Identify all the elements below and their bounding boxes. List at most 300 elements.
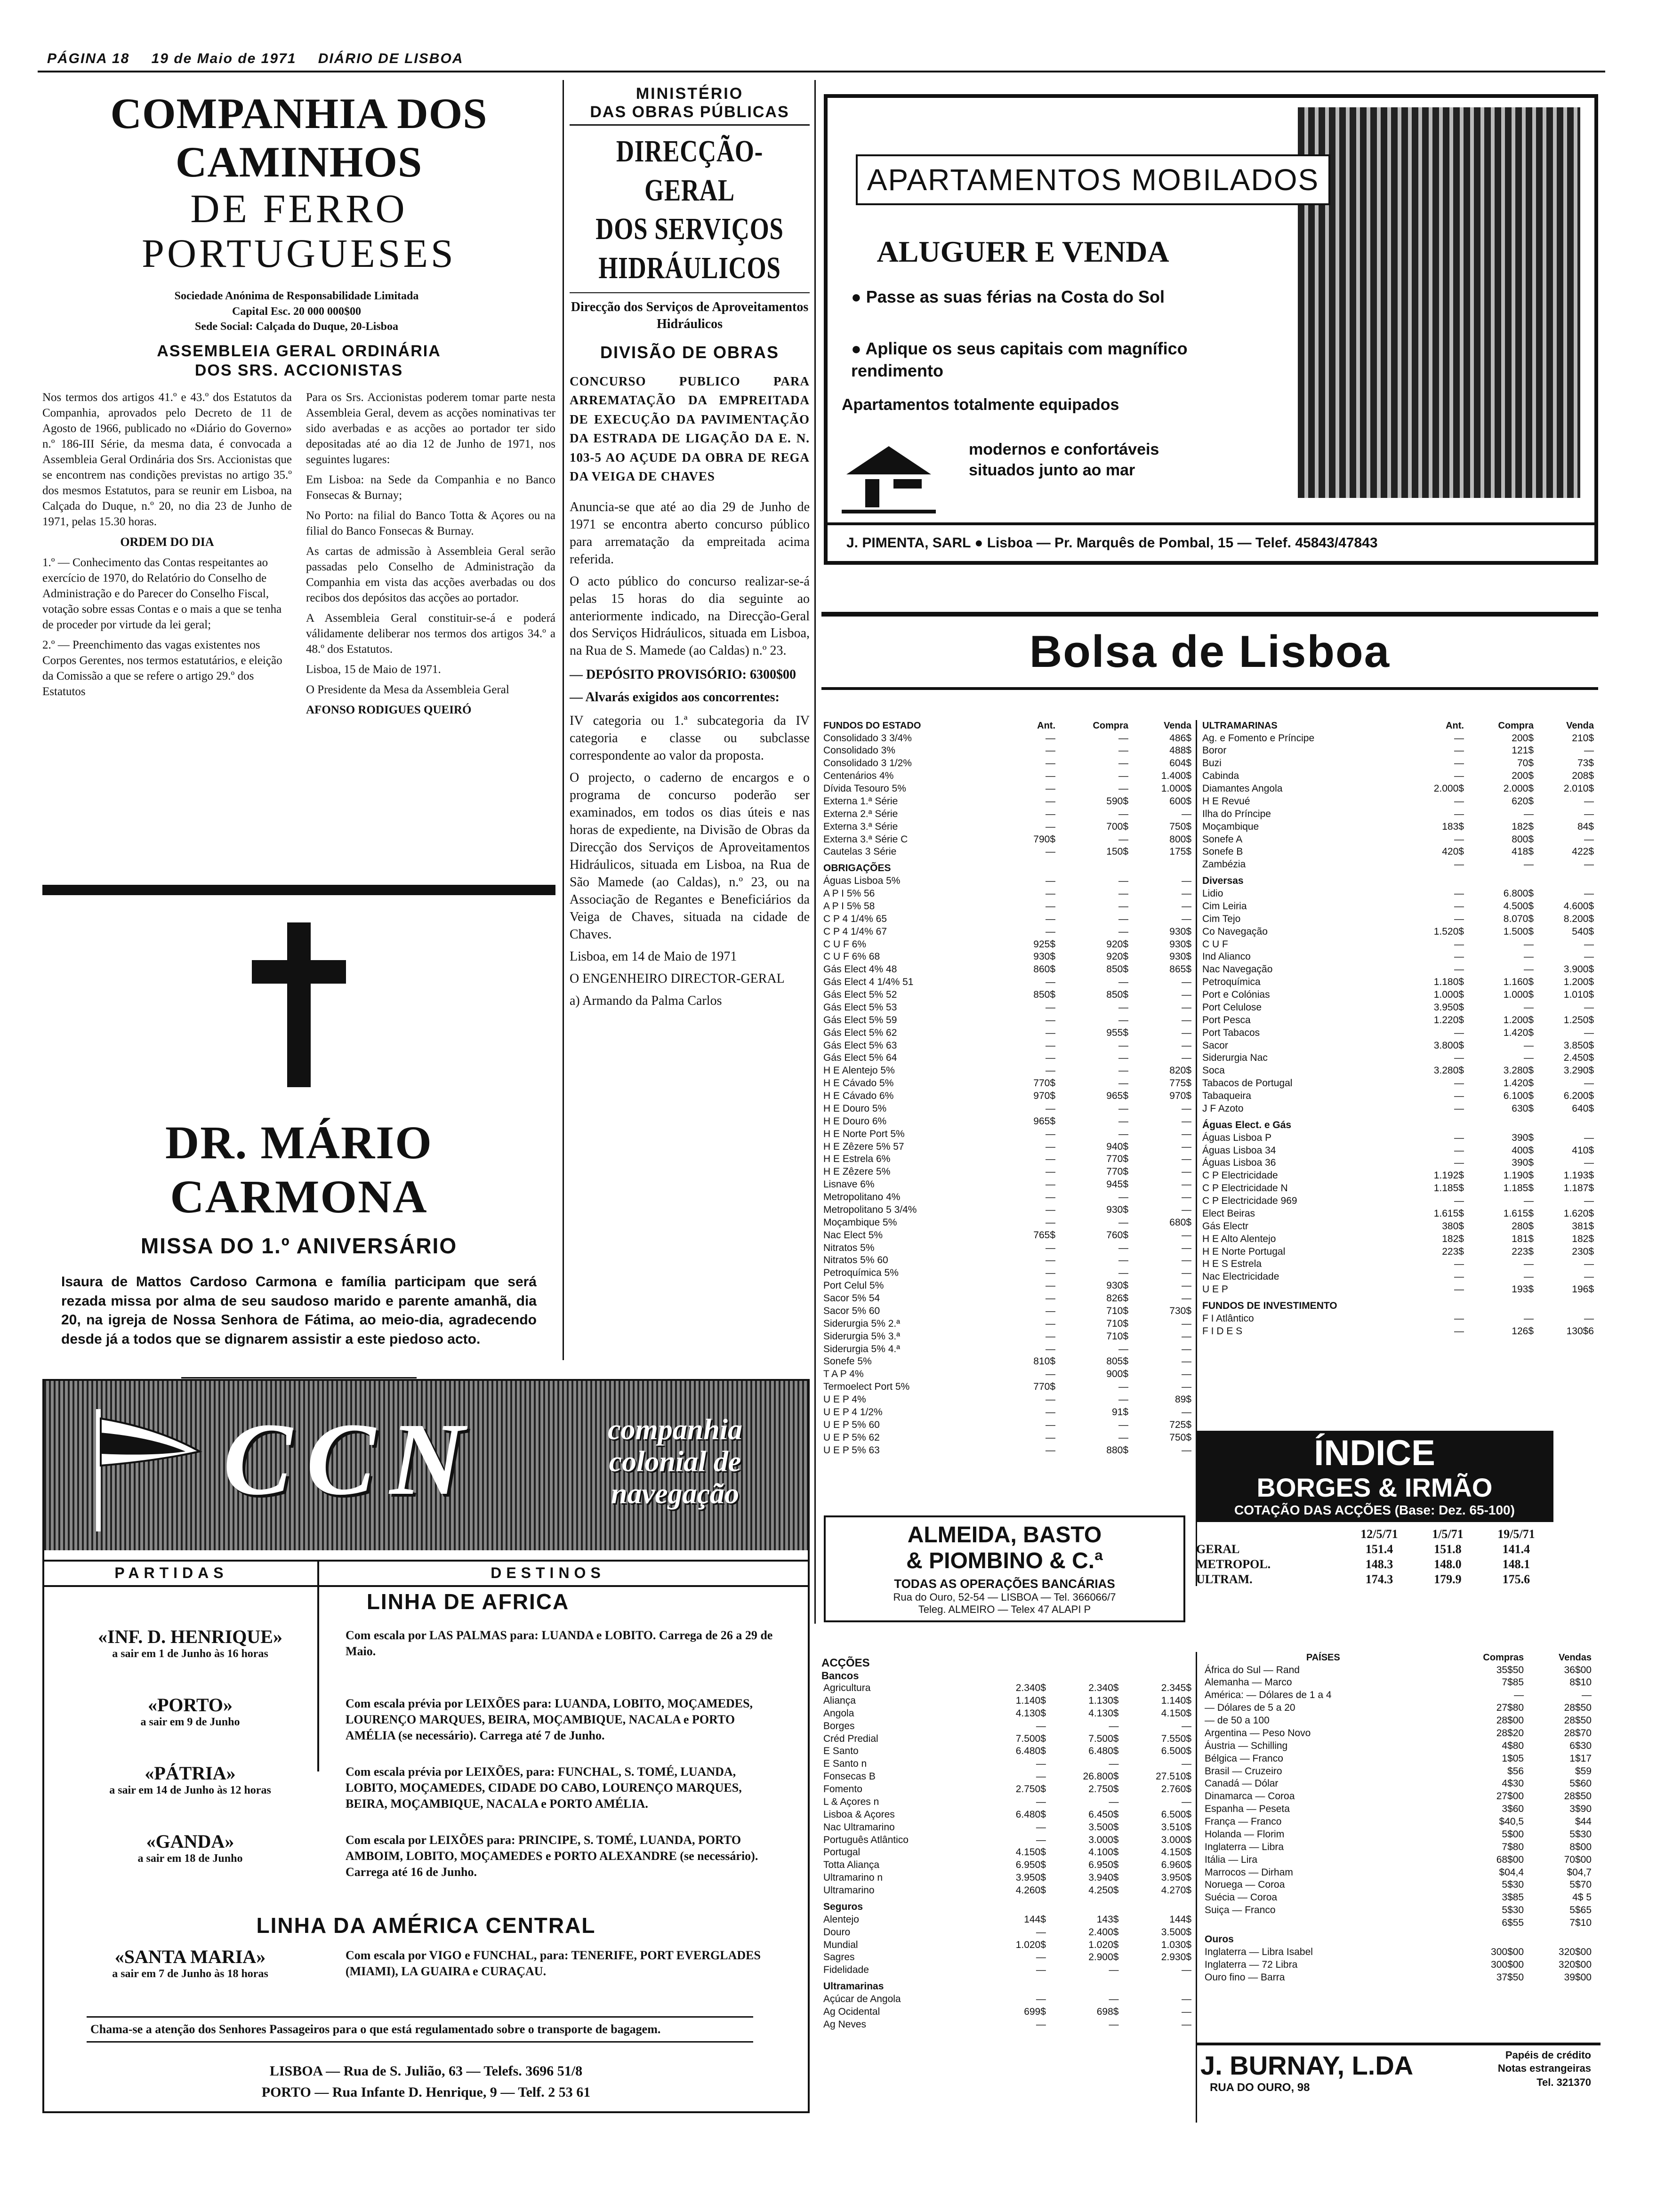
quote-value: 4.260$ xyxy=(1015,1885,1046,1896)
exchange-row xyxy=(1203,1854,1593,1867)
ship-destination: Com escala prévia por LEIXÕES, para: FUNCHAL, S. TOMÉ, LUANDA, LOBITO, MOÇAMEDES, CIDADE DO CABO, LOURENÇO MARQUES, BEIRA, MOÇAMBIQUE, NACALA e PORTO AMÉLIA. xyxy=(346,1765,742,1811)
quote-value: — xyxy=(1046,732,1056,744)
quote-value: 710$ xyxy=(1106,1330,1129,1342)
quote-value: — xyxy=(1036,2019,1046,2030)
quote-value: 5$70 xyxy=(1569,1879,1592,1891)
quote-value: 800$ xyxy=(1512,834,1534,845)
quote-name: C P 4 1/4% 67 xyxy=(823,926,887,937)
quote-value: — xyxy=(1046,875,1056,887)
quote-value: — xyxy=(1454,1195,1464,1207)
indice-value: 148.3 xyxy=(1365,1557,1393,1571)
quote-value: 730$ xyxy=(1169,1305,1191,1316)
quote-row xyxy=(821,2006,1193,2019)
quote-value: 680$ xyxy=(1169,1217,1191,1228)
quote-row xyxy=(1200,1233,1596,1246)
quote-name: Angola xyxy=(823,1707,854,1719)
almeida-name: ALMEIDA, BASTO xyxy=(907,1523,1102,1547)
quote-value: — xyxy=(1046,1369,1056,1380)
quote-row xyxy=(1200,1157,1596,1170)
quote-row xyxy=(821,834,1193,846)
exchange-row xyxy=(1203,1841,1593,1854)
quote-value: — xyxy=(1046,1027,1056,1038)
quote-row xyxy=(1200,858,1596,871)
quote-value: — xyxy=(1046,1419,1056,1430)
quote-value: — xyxy=(1046,1406,1056,1418)
quote-value: 4.130$ xyxy=(1015,1707,1046,1719)
quote-row xyxy=(1200,1027,1596,1040)
quote-value: — xyxy=(1584,888,1594,899)
quote-value: 604$ xyxy=(1169,758,1191,769)
quote-value: — xyxy=(1118,1192,1129,1203)
quote-row xyxy=(1200,795,1596,808)
quote-row xyxy=(1200,732,1596,745)
indice-label: ULTRAM. xyxy=(1196,1572,1253,1586)
quote-name: Gás Elect 5% 59 xyxy=(823,1014,897,1026)
quote-row xyxy=(821,926,1193,938)
quote-name: E Santo n xyxy=(823,1758,867,1770)
ad-text: modernos e confortáveis situados junto ao mar xyxy=(969,441,1159,480)
quote-name: H E Norte Portugal xyxy=(1202,1246,1286,1257)
quote-name: Co Navegação xyxy=(1202,926,1268,937)
quote-row xyxy=(1200,821,1596,834)
quote-value: 200$ xyxy=(1512,732,1534,744)
quote-name: Cim Tejo xyxy=(1202,913,1241,924)
quote-row xyxy=(1200,1246,1596,1258)
quote-value: — xyxy=(1182,1052,1191,1064)
quote-value: — xyxy=(1182,1293,1191,1304)
quote-value: 6.500$ xyxy=(1161,1809,1191,1820)
companhia-signer-role: O Presidente da Mesa da Assembleia Geral xyxy=(306,683,509,697)
burnay-service: Papéis de crédito xyxy=(1505,2049,1591,2061)
quote-value: 2.750$ xyxy=(1088,1784,1119,1795)
quote-value: — xyxy=(1454,951,1464,962)
quote-value: — xyxy=(1046,926,1056,937)
quote-name: Externa 2.ª Série xyxy=(823,808,898,819)
quote-value: — xyxy=(1182,900,1191,912)
quote-name: Moçambique xyxy=(1202,821,1259,832)
quote-value: — xyxy=(1182,989,1191,1001)
indice-table: 12/5/71 1/5/71 19/5/71 GERAL 151.4 151.8 141.4 METROPOL. 148.3 148.0 148.1 ULTRAM. 174.3 179.9 175.6 xyxy=(1196,1527,1553,1587)
quote-name: H E Alto Alentejo xyxy=(1202,1233,1276,1244)
quote-row xyxy=(1200,1208,1596,1220)
quote-name: Moçambique 5% xyxy=(823,1217,897,1228)
quote-name: Sacor 5% 54 xyxy=(823,1293,880,1304)
quote-name: Águas Lisboa P xyxy=(1202,1132,1272,1143)
quote-value: — xyxy=(1109,1758,1119,1770)
quote-row xyxy=(821,1280,1193,1292)
quote-value: — xyxy=(1454,1313,1464,1324)
quote-value: — xyxy=(1118,1419,1129,1430)
ministerio-signer: a) Armando da Palma Carlos xyxy=(570,993,722,1008)
quote-row xyxy=(821,1343,1193,1356)
quote-value: — xyxy=(1454,1052,1464,1064)
quote-value: 4.100$ xyxy=(1088,1847,1119,1858)
quote-name: Sagres xyxy=(823,1952,855,1963)
quote-value: — xyxy=(1584,745,1594,756)
exchange-row xyxy=(1203,1917,1593,1930)
quote-value: — xyxy=(1182,1204,1191,1215)
quote-value: 3$90 xyxy=(1569,1803,1592,1815)
quote-name: A P I 5% 56 xyxy=(823,888,875,899)
quote-value: — xyxy=(1036,1952,1046,1963)
quote-value: 3$85 xyxy=(1502,1892,1524,1903)
quote-value: 320$00 xyxy=(1558,1959,1592,1970)
quote-name: Cautelas 3 Série xyxy=(823,846,897,858)
quote-name: Holanda — Florim xyxy=(1205,1828,1285,1840)
quote-row xyxy=(821,795,1193,808)
quote-value: 4.150$ xyxy=(1161,1707,1191,1719)
page-number: PÁGINA 18 xyxy=(47,51,130,66)
quote-name: Petroquímica 5% xyxy=(823,1267,899,1279)
quote-value: — xyxy=(1182,1128,1191,1139)
quote-value: 940$ xyxy=(1106,1141,1129,1152)
quote-value: — xyxy=(1118,1078,1129,1089)
ship-name: «GANDA» xyxy=(146,1831,234,1852)
quote-name: T A P 4% xyxy=(823,1369,864,1380)
quote-row xyxy=(821,1682,1193,1695)
ministerio-paragraph: O acto público do concurso realizar-se-á pelas 15 horas do dia seguinte ao anteriormente indicado, na Direcção-Geral dos Serviços Hidráulicos, situada em Lisboa, na Rua de S. Mamede (ao Caldas) n.º 23. xyxy=(570,574,810,658)
quote-row xyxy=(1200,745,1596,757)
quote-name: Agricultura xyxy=(823,1683,871,1693)
quote-row xyxy=(821,1771,1193,1783)
accoes-title: ACÇÕES xyxy=(821,1657,870,1669)
quote-row xyxy=(821,1318,1193,1330)
alvaras: — Alvarás exigidos aos concorrentes: xyxy=(570,690,780,705)
quote-row xyxy=(821,1796,1193,1809)
quote-row xyxy=(821,1783,1193,1796)
quote-row xyxy=(821,1014,1193,1027)
quote-name: Argentina — Peso Novo xyxy=(1205,1727,1311,1739)
quote-value: — xyxy=(1454,1132,1464,1143)
quote-row xyxy=(821,976,1193,989)
obituary-missa: MISSA DO 1.º ANIVERSÁRIO xyxy=(140,1234,458,1258)
ccn-logo-banner xyxy=(44,1381,808,1550)
quote-value: 7.550$ xyxy=(1161,1733,1191,1744)
quote-value: 6.100$ xyxy=(1503,1090,1534,1102)
quote-value: — xyxy=(1118,770,1129,782)
ccn-name: companhia colonial de navegação xyxy=(608,1414,742,1510)
exchange-row xyxy=(1203,1753,1593,1765)
quote-name: Metropolitano 4% xyxy=(823,1192,901,1203)
ship-destination: Com escala prévia por LEIXÕES para: LUANDA, LOBITO, MOÇAMEDES, LOURENÇO MARQUES, BEIRA, MOÇAMBIQUE, NACALA e PORTO AMÉLIA (se necessário). Carrega até 7 de Junho. xyxy=(346,1697,753,1742)
quote-value: 2.750$ xyxy=(1015,1784,1046,1795)
quote-value: 930$ xyxy=(1169,951,1191,962)
ccn-porto: PORTO — Rua Infante D. Henrique, 9 — Telf. 2 53 61 xyxy=(261,2084,591,2100)
quote-row xyxy=(821,1002,1193,1014)
quote-value: — xyxy=(1182,2006,1191,2017)
quote-value: 7$80 xyxy=(1502,1841,1524,1852)
companhia-paragraph: As cartas de admissão à Assembleia Geral serão passadas pelo Conselho de Administração da Companhia em vista das acções averbadas ou dos recibos dos depósitos das acções ao portador. xyxy=(306,545,555,605)
exchange-row xyxy=(1203,1715,1593,1727)
quote-value: 4.600$ xyxy=(1563,900,1594,912)
quote-name: Alentejo xyxy=(823,1914,859,1925)
quote-name: Águas Lisboa 5% xyxy=(823,875,901,887)
quote-value: — xyxy=(1118,834,1129,845)
quote-value: — xyxy=(1046,1242,1056,1253)
quote-value: — xyxy=(1118,1065,1129,1076)
ccn-ad xyxy=(42,1379,810,2113)
quote-row xyxy=(821,1964,1193,1977)
quote-value: 1$17 xyxy=(1569,1753,1592,1764)
quote-value: — xyxy=(1046,1192,1056,1203)
quote-value: — xyxy=(1524,1040,1534,1051)
bolsa-left xyxy=(821,720,1193,1457)
bolsa-rule xyxy=(821,687,1598,690)
quote-name: Cim Leiria xyxy=(1202,900,1247,912)
quote-value: 422$ xyxy=(1572,846,1594,858)
quote-value: — xyxy=(1182,1758,1191,1770)
quote-name: Ouro fino — Barra xyxy=(1205,1972,1285,1983)
quote-value: 27.510$ xyxy=(1156,1771,1191,1782)
quote-name: Noruega — Coroa xyxy=(1205,1879,1285,1891)
quote-value: — xyxy=(1584,1002,1594,1013)
exchange-row xyxy=(1203,1664,1593,1677)
quote-value: 590$ xyxy=(1106,795,1129,807)
indice-value: 148.1 xyxy=(1502,1557,1530,1571)
quote-row xyxy=(821,989,1193,1002)
quote-value: 320$00 xyxy=(1558,1946,1592,1957)
quote-row xyxy=(821,770,1193,783)
quote-value: — xyxy=(1109,1720,1119,1731)
quote-name: Gás Elect 5% 62 xyxy=(823,1027,897,1038)
quote-value: — xyxy=(1584,808,1594,819)
companhia-sede: Sede Social: Calçada do Duque, 20-Lisboa xyxy=(194,321,399,333)
quote-value: — xyxy=(1584,951,1594,962)
quote-value: — xyxy=(1182,1040,1191,1051)
quote-value: — xyxy=(1454,1284,1464,1295)
quote-value: — xyxy=(1182,1103,1191,1114)
quote-name: Totta Aliança xyxy=(823,1859,880,1871)
quote-value: 750$ xyxy=(1169,821,1191,832)
quote-name: A P I 5% 58 xyxy=(823,900,875,912)
quote-value: — xyxy=(1182,1356,1191,1367)
quote-value: — xyxy=(1118,1343,1129,1354)
quote-value: — xyxy=(1046,1343,1056,1354)
quote-value: 130$6 xyxy=(1566,1325,1594,1337)
quote-value: 300$00 xyxy=(1491,1946,1524,1957)
quote-value: 850$ xyxy=(1106,964,1129,975)
quote-row xyxy=(1200,1182,1596,1195)
quote-value: 7.500$ xyxy=(1015,1733,1046,1744)
quote-name: Itália — Lira xyxy=(1205,1854,1258,1865)
section-divider xyxy=(42,885,555,895)
quote-row xyxy=(821,1153,1193,1166)
quote-value: — xyxy=(1046,808,1056,819)
quote-value: 182$ xyxy=(1512,821,1534,832)
quote-name: Ag Neves xyxy=(823,2019,867,2030)
quote-name: C P Electricidade xyxy=(1202,1170,1278,1181)
accoes-section xyxy=(821,1657,1193,2031)
building-image xyxy=(1298,107,1580,498)
quote-value: 930$ xyxy=(1106,1204,1129,1215)
quote-value: — xyxy=(1036,1994,1046,2004)
quote-row xyxy=(821,1040,1193,1052)
quote-value: 1.000$ xyxy=(1503,989,1534,1001)
quote-value: — xyxy=(1524,859,1534,870)
quote-value: — xyxy=(1182,1796,1191,1807)
companhia-paragraph: Em Lisboa: na Sede da Companhia e no Banco Fonsecas & Burnay; xyxy=(306,473,555,502)
column-separator xyxy=(563,80,564,1360)
ministerio-signer-role: O ENGENHEIRO DIRECTOR-GERAL xyxy=(570,971,785,986)
quote-row xyxy=(1200,1132,1596,1145)
quote-value: — xyxy=(1046,1179,1056,1190)
quote-value: — xyxy=(1182,888,1191,899)
quote-row xyxy=(1200,770,1596,783)
quote-value: 3.500$ xyxy=(1161,1926,1191,1938)
quote-value: 3$60 xyxy=(1502,1803,1524,1815)
quote-value: 8.070$ xyxy=(1503,913,1534,924)
quote-name: C P 4 1/4% 65 xyxy=(823,913,887,924)
burnay-phone: Tel. 321370 xyxy=(1536,2076,1591,2088)
quote-name: Port Celul 5% xyxy=(823,1280,884,1291)
linha-africa: LINHA DE AFRICA xyxy=(322,1589,614,1614)
quote-name: F I D E S xyxy=(1202,1325,1243,1337)
quote-name: Termoelect Port 5% xyxy=(823,1381,910,1393)
ministerio-notice xyxy=(570,85,810,1015)
quote-row xyxy=(821,1939,1193,1952)
quote-name: Lidio xyxy=(1202,888,1223,899)
quote-value: — xyxy=(1036,1796,1046,1807)
quote-value: — xyxy=(1182,913,1191,924)
quote-row xyxy=(821,1242,1193,1255)
quote-value: — xyxy=(1524,808,1534,819)
quote-row xyxy=(821,1103,1193,1115)
quote-name: Suiça — Franco xyxy=(1205,1905,1276,1916)
quote-name: Sonefe A xyxy=(1202,834,1243,845)
quote-name: Dívida Tesouro 5% xyxy=(823,783,906,794)
quote-value: 420$ xyxy=(1442,846,1464,858)
quote-name: Diamantes Angola xyxy=(1202,783,1283,794)
quote-value: 3.500$ xyxy=(1088,1821,1119,1833)
quote-value: 1.000$ xyxy=(1433,989,1464,1001)
quote-value: 2.760$ xyxy=(1161,1784,1191,1795)
quote-value: — xyxy=(1584,1078,1594,1089)
quote-value: — xyxy=(1454,1103,1464,1114)
quote-name: Nac Navegação xyxy=(1202,964,1273,975)
indice-value: 179.9 xyxy=(1434,1572,1462,1586)
quote-value: 540$ xyxy=(1572,926,1594,937)
quote-name: Ultramarino xyxy=(823,1885,875,1896)
house-icon xyxy=(842,446,936,517)
quote-name: Gás Elect 5% 52 xyxy=(823,989,897,1001)
quote-name: Tabacos de Portugal xyxy=(1202,1078,1293,1089)
quote-row xyxy=(1200,1014,1596,1027)
quote-value: — xyxy=(1046,1065,1056,1076)
quote-row xyxy=(821,1872,1193,1884)
quote-value: 91$ xyxy=(1111,1406,1129,1418)
quote-value: — xyxy=(1046,783,1056,794)
quote-row xyxy=(821,1809,1193,1821)
quote-row xyxy=(1200,989,1596,1002)
quote-name: Externa 3.ª Série C xyxy=(823,834,908,845)
quote-value: 850$ xyxy=(1033,989,1056,1001)
quote-name: Ind Alianco xyxy=(1202,951,1251,962)
quote-value: — xyxy=(1454,888,1464,899)
quote-value: — xyxy=(1036,1771,1046,1782)
deposito: — DEPÓSITO PROVISÓRIO: 6300$00 xyxy=(570,667,796,682)
quote-value: 805$ xyxy=(1106,1356,1129,1367)
quote-name: Externa 1.ª Série xyxy=(823,795,898,807)
quote-value: 2.340$ xyxy=(1088,1683,1119,1693)
quote-name: C U F 6% xyxy=(823,938,867,950)
ship-name: «SANTA MARIA» xyxy=(114,1946,266,1967)
quote-row xyxy=(821,1745,1193,1758)
quote-value: — xyxy=(1182,1154,1191,1165)
quote-value: — xyxy=(1182,1381,1191,1393)
quote-value: 1.180$ xyxy=(1433,977,1464,988)
quote-value: — xyxy=(1182,1280,1191,1291)
ministerio-date: Lisboa, em 14 de Maio de 1971 xyxy=(570,949,737,964)
indice-value: 141.4 xyxy=(1502,1542,1530,1556)
burnay-address: RUA DO OURO, 98 xyxy=(1210,2081,1310,2094)
quote-row xyxy=(821,888,1193,900)
quote-value: 920$ xyxy=(1106,938,1129,950)
quote-value: — xyxy=(1524,1313,1534,1324)
quote-row xyxy=(1200,757,1596,770)
quote-name: H E Revué xyxy=(1202,795,1250,807)
quote-row xyxy=(821,1027,1193,1040)
fundos-table: FUNDOS DO ESTADO Ant. Compra Venda Consolidado 3 3/4% — — 486$ Consolidado 3% — — 488$ Consolidado 3 1/2% — — 604$ Centenários 4% — — 1.400$ Dívida Tesouro 5% — — 1.000$ Externa 1.ª Série — 590$ 600$ Externa 2.ª Série — — — Externa 3.ª Série — 700$ 750$ Externa 3.ª Série C 790$ — 800$ Cautelas 3 Série — 150$ 175$ OBRIGAÇÕES Águas Lisboa 5% — — — A P I 5% 56 — — — A P I 5% 58 — — — C P 4 1/4% 65 — — — C P 4 1/4% 67 — — 930$ C U F 6% 925$ 920$ 930$ C U F 6% 68 930$ 920$ 930$ Gás Elect 4% 48 860$ 850$ 865$ Gás Elect 4 1/4% 51 — — — Gás Elect 5% 52 850$ 850$ — Gás Elect 5% 53 — — — Gás Elect 5% 59 — — — Gás Elect 5% 62 — 955$ — Gás Elect 5% 63 — — — Gás Elect 5% 64 — — — H E Alentejo 5% — — 820$ H E Cávado 5% 770$ — 775$ H E Cávado 6% 970$ 965$ 970$ H E Douro 5% — — — H E Douro 6% 965$ — — H E Norte Port 5% — — — H E Zêzere 5% 57 — 940$ — H E Estrela 6% — 770$ — H E Zêzere 5% — 770$ — Lisnave 6% — 945$ — Metropolitano 4% — — — Metropolitano 5 3/4% — 930$ — Moçambique 5% — — 680$ Nac Elect 5% 765$ 760$ — Nitratos 5% — — — Nitratos 5% 60 — — — Petroquímica 5% — — — Port Celul 5% — 930$ — Sacor 5% 54 — 826$ — Sacor 5% 60 — 710$ 730$ Siderurgia 5% 2.ª — 710$ — Siderurgia 5% 3.ª — 710$ — Siderurgia 5% 4.ª — — — Sonefe 5% 810$ 805$ — T A P 4% — 900$ — Termoelect Port 5% 770$ — — U E P 4% — — 89$ U E P 4 1/2% — 91$ — U E P 5% 60 — — 725$ U E P 5% 62 — — 750$ U E P 5% 63 — 880$ — xyxy=(821,720,1193,1457)
quote-row xyxy=(821,1330,1193,1343)
quote-name: Inglaterra — 72 Libra xyxy=(1205,1959,1298,1970)
categoria: IV categoria ou 1.ª subcategoria da IV categoria e classe ou subclasse correspondente ao valor da proposta. xyxy=(570,713,810,763)
quote-name: Petroquímica xyxy=(1202,977,1261,988)
quote-row xyxy=(821,1419,1193,1432)
quote-value: — xyxy=(1109,1994,1119,2004)
quote-value: — xyxy=(1582,1690,1592,1701)
quote-name: U E P xyxy=(1202,1284,1228,1295)
quote-value: — xyxy=(1182,1343,1191,1354)
direccao-title: DIRECÇÃO-GERAL xyxy=(616,134,764,208)
quote-value: — xyxy=(1524,1271,1534,1282)
quote-value: 28$70 xyxy=(1564,1727,1592,1739)
cambios-section xyxy=(1203,1652,1593,1984)
quote-name: Nac Ultramarino xyxy=(823,1821,895,1833)
quote-name: Marrocos — Dirham xyxy=(1205,1867,1293,1878)
quote-value: — xyxy=(1118,1267,1129,1279)
quote-value: 850$ xyxy=(1106,989,1129,1001)
destinos-label: DESTINOS xyxy=(491,1564,605,1581)
quote-value: 3.280$ xyxy=(1433,1065,1464,1076)
quote-value: — xyxy=(1454,1157,1464,1169)
quote-value: 860$ xyxy=(1033,964,1056,975)
quote-value: 770$ xyxy=(1106,1166,1129,1178)
quote-value: 6$55 xyxy=(1502,1917,1524,1929)
quote-row xyxy=(821,1846,1193,1859)
indice-row xyxy=(1196,1542,1553,1557)
quote-name: Buzi xyxy=(1202,758,1222,769)
quote-value: — xyxy=(1454,1027,1464,1038)
quote-value: — xyxy=(1584,859,1594,870)
quote-value: 144$ xyxy=(1024,1914,1046,1925)
quote-value: — xyxy=(1182,875,1191,887)
quote-value: — xyxy=(1454,1258,1464,1270)
ministerio-paragraph: O projecto, o caderno de encargos e o programa de concurso poderão ser examinados, em todos os dias úteis e nas horas de expediente, na Divisão de Obras da Direcção dos Serviços de Aproveitamentos Hidráulicos, situada em Lisboa, na Rua de São Mamede (ao Caldas), n.º 23, ou na Associação de Regantes e Beneficiários da Veiga de Chaves, situada na cidade de Chaves. xyxy=(570,770,810,942)
ccn-lisboa: LISBOA — Rua de S. Julião, 63 — Telefs. 3696 51/8 xyxy=(269,2063,583,2079)
quote-value: — xyxy=(1046,1040,1056,1051)
quote-row xyxy=(1200,1040,1596,1052)
quote-name: H E Estrela 6% xyxy=(823,1154,891,1165)
quote-value: 3.940$ xyxy=(1088,1872,1119,1883)
quote-value: 8$10 xyxy=(1569,1677,1592,1688)
quote-row xyxy=(821,1065,1193,1077)
quote-value: 28$50 xyxy=(1564,1702,1592,1714)
quote-value: 223$ xyxy=(1512,1246,1534,1257)
quote-value: 26.800$ xyxy=(1083,1771,1119,1782)
quote-name: França — Franco xyxy=(1205,1816,1282,1827)
quote-value: 760$ xyxy=(1106,1229,1129,1241)
quote-value: 381$ xyxy=(1572,1220,1594,1232)
